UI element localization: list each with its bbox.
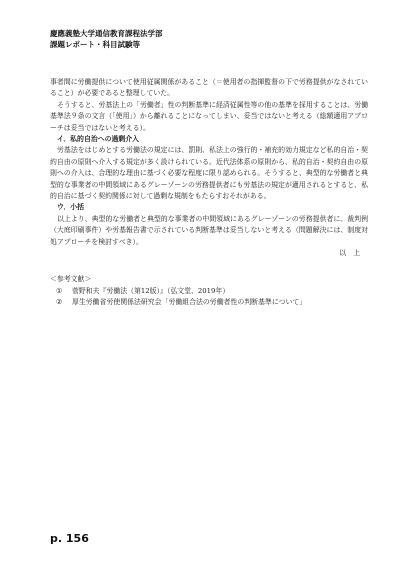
section-heading-private-autonomy: イ．私的自治への過剰介入 <box>57 135 140 144</box>
references-section <box>50 274 368 309</box>
header-line-university: 慶應義塾大学通信教育課程法学部 <box>50 29 163 38</box>
paragraph-summary: 以上より、典型的な労働者と典型的な事業者の中間領域にあるグレーゾーンの労務提供者に、裁判例（大庭印刷事件）や労基報告書で示されている判断基準は妥当しないと考える（問題解決には、制度対処アプローチを検討すべき）。 <box>50 214 368 246</box>
reference-text: 菅野和夫『労働法（第12版）』（弘文堂、2019年） <box>72 286 230 295</box>
page-number: p. 156 <box>50 532 89 545</box>
closing-mark: 以 上 <box>339 249 360 258</box>
reference-item <box>50 286 368 297</box>
reference-number: ① <box>56 286 63 295</box>
reference-text: 厚生労働省労使関係法研究会「労働組合法の労働者性の判断基準について」 <box>72 298 307 307</box>
body-text <box>50 77 368 309</box>
paragraph-conclusion-standard: そうすると、労基法上の「労働者」性の判断基準に経済従属性等の他の基準を採用することは、労働基準法９条の文言（「使用」）から離れることになってしまい、妥当ではないと考える（総額適用アプローチは妥当ではないと考える）。 <box>50 100 368 132</box>
reference-item <box>50 297 368 308</box>
references-title: ＜参考文献＞ <box>50 274 92 283</box>
reference-number: ② <box>56 298 63 307</box>
section-heading-summary: ウ．小括 <box>57 203 85 212</box>
page-header <box>50 28 163 50</box>
paragraph-private-autonomy: 労基法をはじめとする労働法の規定には、罰則、私法上の強行的・補充的効力規定など私的自治・契約自由の原則へ介入する規定が多く設けられている。近代法体系の原則から、私的自治・契約自由の原則への介入は、合理的な理由に基づく必要な程度に限り認められる。そうすると、典型的な労働者と典型的な事業者の中間領域にあるグレーゾーンの労務提供者にも労基法の規定が適用されるとすると、私的自治に基づく契約関係に対して過剰な規制をもたらすおそれがある。 <box>50 146 368 201</box>
paragraph-continuation: 事者間に労働提供について使用従属関係があること（＝使用者の指揮監督の下で労務提供がなされていること）が必要であると整理していた。 <box>50 78 368 98</box>
header-line-report: 課題レポート・科目試験等 <box>50 40 140 49</box>
